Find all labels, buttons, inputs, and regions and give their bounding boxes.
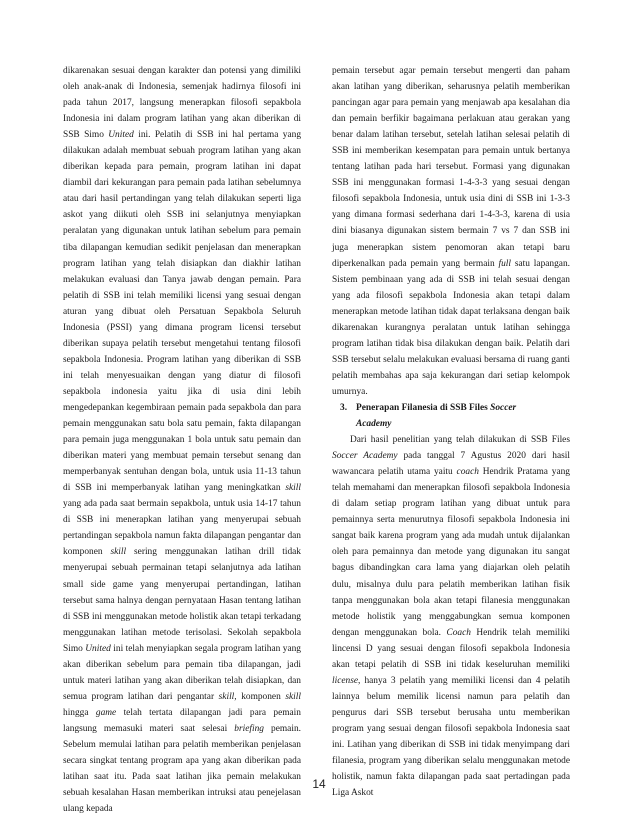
italic-term: United [85, 643, 111, 654]
section-number: 3. [340, 402, 348, 413]
text-run: , hanya 3 pelatih yang memiliki licensi dan 4 pelatih lainnya belum memilik licensi namun para pelatih dan pengurus dari SSB tersebut berusaha untu memberikan program yang sesuai dengan filosofi sepakbola Indonesia saat ini. Latihan yang diberikan di SSB ini tidak menyimpang dari filanesia, program yang diberikan selalu menggunakan metode holistik, namun fakta dilapangan pada saat pertadingan pada Liga Askot [332, 675, 570, 799]
text-run: Hendrik Pratama yang telah memahami dan menerapkan filosofi sepakbola Indonesia di dalam setiap program latihan yang dibuat untuk para pemainnya serta menurutnya filosofi sepakbola Indonesia ini sangat baik karena program yang ada mudah untuk dijalankan oleh para pemainnya dan metode yang digunakan itu sangat bagus dibandingkan cara lama yang diajarkan oleh pelatih dulu, misalnya dulu para pelatih memberikan latihan fisik tanpa menggunakan bola akan tetapi filanesia menggunakan metode holistik yang menggabungkan semua komponen dengan menggunakan bola. [332, 467, 570, 638]
section-heading [332, 400, 570, 432]
italic-term: skill [110, 547, 127, 558]
italic-term: skill [285, 483, 301, 494]
italic-term: license [332, 675, 359, 686]
text-run: hingga [63, 707, 96, 718]
italic-term: skill, [218, 691, 237, 702]
text-run: Dari hasil penelitian yang telah dilakukan di SSB Files [350, 435, 570, 446]
right-column [332, 63, 570, 801]
text-run: pemain tersebut agar pemain tersebut mengerti dan paham akan latihan yang diberikan, seharusnya pelatih memberikan pancingan agar para pemain yang menjawab apa kesalahan dia dan pemain berfikir bagaimana perlakuan atau gerakan yang benar dalam latihan tersebut, setelah latihan selesai pelatih di SSB ini memberikan kesempatan para pemain untuk bertanya tentang latihan pada hari tersebut. Formasi yang digunakan SSB ini menggunakan formasi 1-4-3-3 yang sesuai dengan filosofi sepakbola Indonesia, untuk usia dini di SSB ini 1-3-3 yang dimana formasi sederhana dari 1-4-3-3, karena di usia dini biasanya digunakan sistem bermain 7 vs 7 dan SSB ini juga menerapkan sistem penomoran akan tetapi baru diperkenalkan pada pemain yang bermain [332, 66, 570, 269]
right-paragraph-2 [332, 432, 570, 801]
text-run: dikarenakan sesuai dengan karakter dan potensi yang dimiliki oleh anak-anak di Indonesia, semenjak hadirnya filosofi ini pada tahun 2017, langsung menerapkan filosofi sepakbola Indonesia ini dalam program latihan yang akan diberikan di SSB Simo [63, 66, 301, 141]
text-run: satu lapangan. Sistem pembinaan yang ada di SSB ini telah sesuai dengan yang ada filosofi sepakbola Indonesia akan tetapi dalam menerapkan metode latihan tidak dapat terlaksana dengan baik dikarenakan kurangnya peralatan untuk latihan sehingga program latihan tidak bisa dilakukan dengan baik. Pelatih dari SSB tersebut selalu melakukan evaluasi bersama di ruang ganti pelatih membahas apa saja kekurangan dari setiap kelompok umurnya. [332, 258, 570, 397]
text-run: ini. Pelatih di SSB ini hal pertama yang dilakukan adalah membuat sebuah program latihan yang akan diberikan kepada para pemain, program latihan ini dapat diambil dari kekurangan para pemain pada latihan sebelumnya atau dari hasil pertandingan yang telah dilakukan seperti liga askot yang diikuti oleh SSB ini selanjutnya menyiapkan peralatan yang digunakan untuk latihan sebelum para pemain tiba dilapangan kemudian sedikit penjelasan dan menerapkan program latihan yang telah disiapkan dan diakhir latihan melakukan evaluasi dan Tanya jawab dengan pemain. Para pelatih di SSB ini telah memiliki licensi yang sesuai dengan aturan yang dibuat oleh Persatuan Sepakbola Seluruh Indonesia (PSSI) yang dimana program licensi tersebut diberikan supaya pelatih tersebut mengetahui tentang filosofi sepakbola Indonesia. Program latihan yang diberikan di SSB ini telah menyesuaikan dengan yang diatur di filosofi sepakbola indonesia yaitu jika di usia dini lebih mengedepankan kegembiraan pemain pada sepakbola dan para pemain menggunakan satu bola satu pemain, fakta dilapangan para pemain juga menggunakan 1 bola untuk satu pemain dan diberikan materi yang membuat pemain tersebut senang dan memperbanyak sentuhan dengan bola, untuk usia 11-13 tahun di SSB ini memperbanyak latihan yang meningkatkan [63, 130, 302, 494]
text-run: pada tanggal 7 Agustus 2020 dari hasil wawancara pelatih utama yaitu [332, 451, 570, 478]
page-number: 14 [312, 777, 326, 791]
text-run: telah tertata dilapangan jadi para pemain langsung memasuki materi saat selesai [63, 707, 301, 734]
text-run: sering menggunakan latihan drill tidak menyerupai sebuah permainan tetapi selanjutnya ada latihan small side game yang menyerupai pertandingan, latihan tersebut sama halnya dengan pernyataan Hasan tentang latihan di SSB ini menggunakan metode holistik akan tetapi terkadang menggunakan latihan metode terisolasi. Sekolah sepakbola Simo [63, 547, 301, 654]
text-run: pemain. Sebelum memulai latihan para pelatih memberikan penjelasan secara singkat tentang program apa yang akan diberikan pada latihan saat itu. Pada saat latihan jika pemain melakukan sebuah kesalahan Hasan memberikan intruksi atau penejelasan ulang kepada [63, 723, 301, 815]
italic-term: Coach [446, 627, 471, 638]
text-run: Hendrik telah memiliki lincensi D yang sesuai dengan filosofi sepakbola Indonesia akan tetapi pelatih di SSB ini tidak keseluruhan memiliki [332, 627, 570, 670]
italic-term: coach [456, 467, 479, 478]
text-run: komponen [236, 691, 286, 702]
italic-term: Soccer Academy [332, 451, 398, 462]
section-title-prefix: Penerapan Filanesia di SSB Files [356, 402, 491, 413]
italic-term: briefing [234, 723, 264, 734]
text-run: yang ada pada saat bermain sepakbola, untuk usia 14-17 tahun di SSB ini menerapkan latihan yang menyerupai sebuah pertandingan sepakbola namun fakta dilapangan pengantar dan komponen [63, 499, 301, 558]
right-paragraph-1 [332, 63, 570, 400]
left-paragraph-1 [63, 63, 301, 817]
italic-term: game [95, 707, 117, 718]
section-title-italic-2: Academy [356, 419, 392, 430]
italic-term: skill [285, 691, 301, 702]
left-column [63, 63, 301, 817]
section-title-italic-1: Soccer [490, 402, 517, 413]
italic-term: United [108, 130, 134, 141]
italic-term: full [498, 258, 512, 269]
text-run: ini telah menyiapkan segala program latihan yang akan diberikan sebelum para pemain tiba dilapangan, jadi untuk materi latihan yang akan diberikan telah disiapkan, dan semua program latihan dari pengantar [63, 643, 301, 702]
